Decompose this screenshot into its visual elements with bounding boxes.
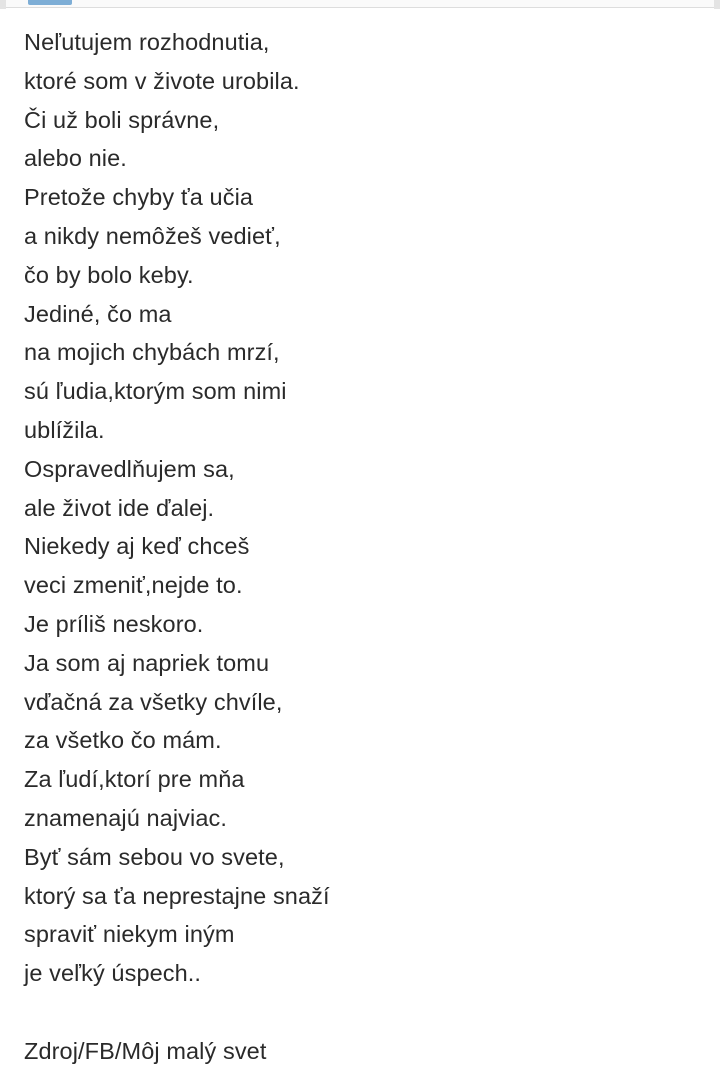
poem-line: Jediné, čo ma [24,300,172,327]
poem-line: Je príliš neskoro. [24,610,204,637]
poem-line: Či už boli správne, [24,106,220,133]
poem-line: ale život ide ďalej. [24,494,215,521]
poem-line: na mojich chybách mrzí, [24,339,280,366]
poem-line: alebo nie. [24,145,127,172]
poem-line: Byť sám sebou vo svete, [24,843,285,870]
poem-line: je veľký úspech.. [24,960,202,987]
poem-line: Ospravedlňujem sa, [24,455,235,482]
poem-line: Za ľudí,ktorí pre mňa [24,766,245,793]
poem-body [24,23,696,1071]
poem-line-blank [24,993,696,1032]
poem-line: ktoré som v živote urobila. [24,67,300,94]
poem-line: vďačná za všetky chvíle, [24,688,283,715]
poem-line: Neľutujem rozhodnutia, [24,29,270,55]
poem-line: znamenajú najviac. [24,804,227,831]
accent-bar [28,0,72,5]
top-strip [6,0,714,8]
document-content [0,9,720,1072]
poem-line: ktorý sa ťa neprestajne snaží [24,882,330,909]
poem-line: za všetko čo mám. [24,727,222,754]
poem-line: spraviť niekym iným [24,921,235,948]
poem-line: Ja som aj napriek tomu [24,649,270,676]
poem-line: Niekedy aj keď chceš [24,533,250,560]
source-attribution: Zdroj/FB/Môj malý svet [24,1037,267,1064]
poem-line: sú ľudia,ktorým som nimi [24,378,287,405]
poem-line: Pretože chyby ťa učia [24,184,254,211]
poem-line: ublížila. [24,416,105,443]
poem-line: veci zmeniť,nejde to. [24,572,243,599]
poem-line: čo by bolo keby. [24,261,194,288]
poem-line: a nikdy nemôžeš vedieť, [24,222,281,249]
